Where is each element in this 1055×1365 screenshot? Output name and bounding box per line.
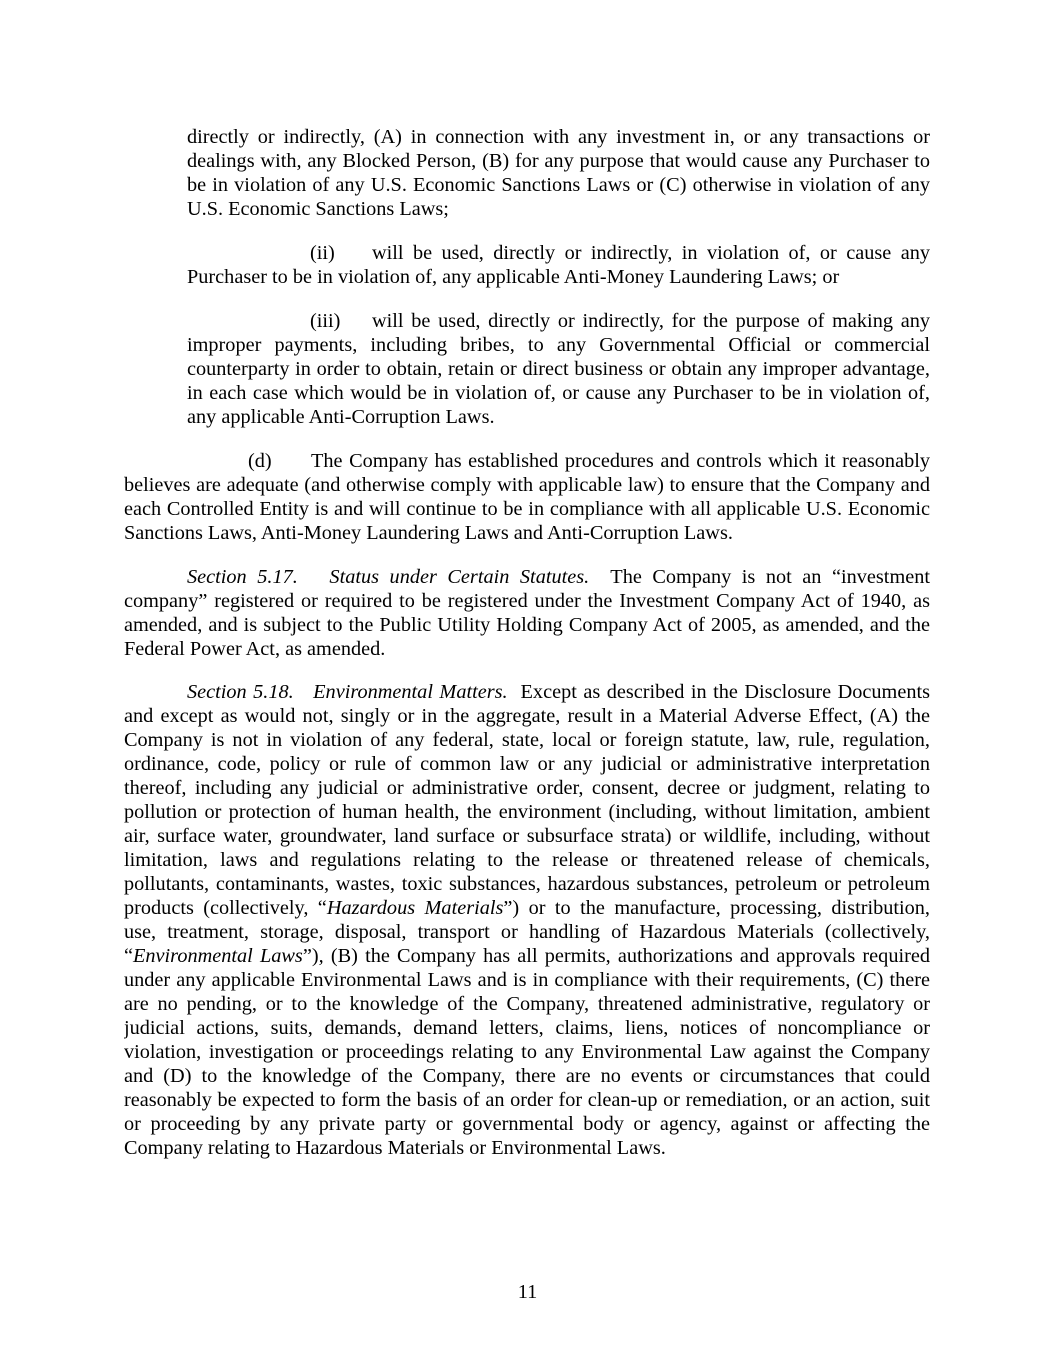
text-line [124, 944, 930, 968]
text-line [187, 173, 930, 197]
text-segment: (B) the Company has all permits, authorizations and approvals required [323, 945, 930, 967]
text-line [124, 1064, 930, 1088]
text-line [124, 992, 930, 1016]
text-line [124, 896, 930, 920]
section-5-17 [124, 565, 930, 661]
text-line [124, 704, 930, 728]
text-line [124, 920, 930, 944]
text-line [187, 125, 930, 149]
line-text [187, 680, 930, 704]
line-text: each Controlled Entity is and will continue to be in compliance with all applicable U.S. Economic [124, 498, 930, 520]
text-line [124, 824, 930, 848]
text-line [124, 1112, 930, 1136]
line-text: or proceeding by any private party or governmental body or agency, against or affecting the [124, 1113, 930, 1135]
text-line [124, 728, 930, 752]
text-line [124, 680, 930, 704]
line-text: U.S. Economic Sanctions Laws; [187, 198, 449, 220]
text-line [187, 309, 930, 333]
text-line [124, 848, 930, 872]
line-text: and except as would not, singly or in the aggregate, result in a Material Adverse Effect, (A) the [124, 705, 930, 727]
text-line [187, 333, 930, 357]
text-line [124, 776, 930, 800]
text-line [187, 149, 930, 173]
line-text: reasonably be expected to form the basis of an order for clean-up or remediation, or an action, suit [124, 1089, 930, 1111]
line-text [187, 565, 930, 589]
line-text: ordinance, code, policy or rule of common law or any judicial or administrative interpretation [124, 753, 930, 775]
clause-label: (d) [248, 450, 272, 472]
line-text: will be used, directly or indirectly, for the purpose of making any [372, 310, 930, 332]
line-text: in each case which would be in violation of, or cause any Purchaser to be in violation of, [187, 382, 930, 404]
line-text: The Company has established procedures and controls which it reasonably [311, 450, 930, 472]
clause-label: (iii) [310, 310, 341, 332]
italic-text: Hazardous Materials [326, 897, 504, 919]
line-text: believes are adequate (and otherwise comply with applicable law) to ensure that the Company and [124, 474, 930, 496]
line-text: pollutants, contaminants, wastes, toxic substances, hazardous substances, petroleum or petroleum [124, 873, 930, 895]
line-text: use, treatment, storage, disposal, transport or handling of Hazardous Materials (collectively, [124, 921, 930, 943]
text-line [124, 449, 930, 473]
p-clause-ii [187, 241, 930, 289]
text-line [124, 565, 930, 589]
line-text: improper payments, including bribes, to any Governmental Official or commercial [187, 334, 930, 356]
text-line [187, 357, 930, 381]
text-line [124, 473, 930, 497]
text-line [124, 1136, 930, 1160]
line-text: dealings with, any Blocked Person, (B) for any purpose that would cause any Purchaser to [187, 150, 930, 172]
text-line [124, 613, 930, 637]
text-line [187, 197, 930, 221]
text-line [187, 381, 930, 405]
line-text: judicial actions, suits, demands, demand letters, claims, liens, notices of noncompliance or [124, 1017, 930, 1039]
text-line [124, 1016, 930, 1040]
text-line [187, 265, 930, 289]
section-5-18 [124, 680, 930, 1160]
line-text: Company is not in violation of any federal, state, local or foreign statute, law, rule, regulation, [124, 729, 930, 751]
text-segment: ”) or to the manufacture, processing, distribution, [503, 897, 930, 919]
line-text: be in violation of any U.S. Economic Sanctions Laws or (C) otherwise in violation of any [187, 174, 930, 196]
clause-label: (ii) [310, 242, 335, 264]
text-line [124, 497, 930, 521]
text-line [124, 800, 930, 824]
italic-text: Environmental Laws [133, 945, 303, 967]
line-text: and (D) to the knowledge of the Company, there are no events or circumstances that could [124, 1065, 930, 1087]
line-text: air, surface water, groundwater, land surface or subsurface strata) or wildlife, including, without [124, 825, 930, 847]
italic-text: , [318, 945, 324, 967]
line-text: limitation, laws and regulations relating to the release or threatened release of chemicals, [124, 849, 930, 871]
line-text: will be used, directly or indirectly, in violation of, or cause any [372, 242, 930, 264]
line-text: Sanctions Laws, Anti-Money Laundering Laws and Anti-Corruption Laws. [124, 522, 733, 544]
line-text: company” registered or required to be registered under the Investment Company Act of 1940, as [124, 590, 930, 612]
line-text: counterparty in order to obtain, retain or direct business or obtain any improper advantage, [187, 358, 930, 380]
text-segment: “ [124, 945, 134, 967]
text-line [124, 1040, 930, 1064]
line-text: are no pending, or to the knowledge of the Company, threatened administrative, regulatory or [124, 993, 930, 1015]
text-line [187, 241, 930, 265]
p-sanctions-tail [187, 125, 930, 221]
line-text: thereof, including any judicial or administrative order, consent, decree or judgment, relating to [124, 777, 930, 799]
line-text: any applicable Anti-Corruption Laws. [187, 406, 495, 428]
line-text: directly or indirectly, (A) in connection with any investment in, or any transactions or [187, 126, 930, 148]
line-text: under any applicable Environmental Laws and is in compliance with their requirements, (C) there [124, 969, 930, 991]
line-text [124, 896, 930, 920]
p-clause-iii [187, 309, 930, 429]
text-line [187, 405, 930, 429]
text-segment: The Company is not an “investment [589, 566, 930, 588]
line-text: Purchaser to be in violation of, any applicable Anti-Money Laundering Laws; or [187, 266, 840, 288]
line-text: violation, investigation or proceedings relating to any Environmental Law against the Company [124, 1041, 930, 1063]
text-line [124, 1088, 930, 1112]
text-line [124, 968, 930, 992]
line-text [124, 944, 930, 968]
line-text: Federal Power Act, as amended. [124, 638, 386, 660]
text-segment: Except as described in the Disclosure Documents [507, 681, 930, 703]
line-text: Company relating to Hazardous Materials or Environmental Laws. [124, 1137, 666, 1159]
text-line [124, 521, 930, 545]
text-line [124, 589, 930, 613]
line-text: pollution or protection of human health, the environment (including, without limitation, ambient [124, 801, 930, 823]
page-number: 11 [517, 1281, 538, 1303]
text-segment: ”) [302, 945, 319, 967]
italic-text: Section 5.18. Environmental Matters. [187, 681, 508, 703]
line-text: amended, and is subject to the Public Utility Holding Company Act of 2005, as amended, and the [124, 614, 930, 636]
p-clause-d [124, 449, 930, 545]
text-segment: products (collectively, “ [124, 897, 327, 919]
italic-text: Section 5.17. Status under Certain Statutes. [187, 566, 590, 588]
text-line [124, 752, 930, 776]
text-line [124, 637, 930, 661]
text-line [124, 872, 930, 896]
